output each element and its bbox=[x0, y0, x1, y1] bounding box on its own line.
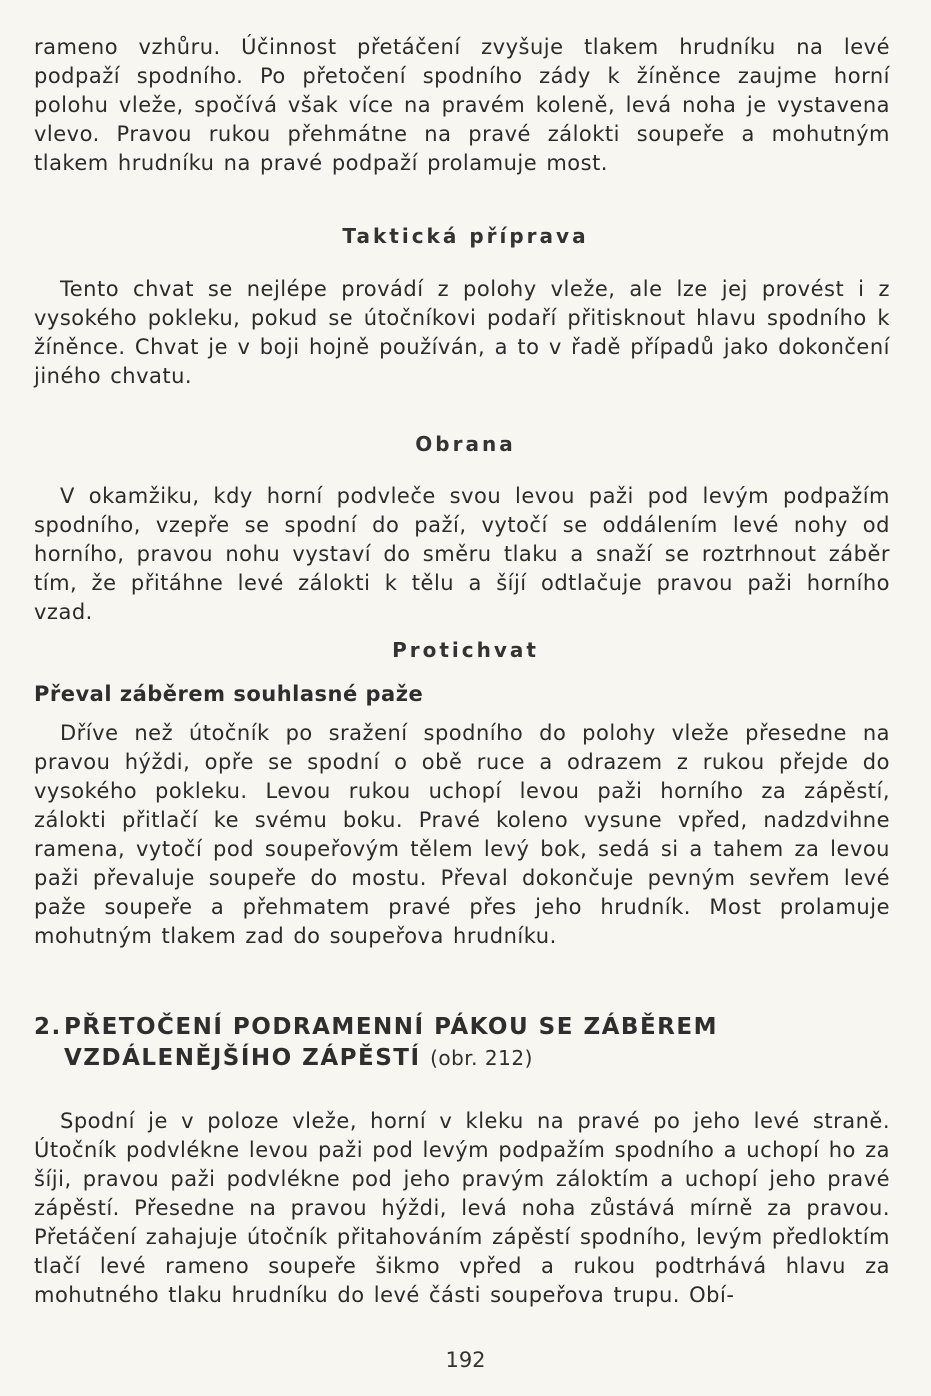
taktika-paragraph: Tento chvat se nejlépe provádí z polohy vleže, ale lze jej provést i z vysokého pokleku, pokud se útočníkovi podaří přitisknout hlavu spodního k žíněnce. Chvat je v boji hojně používán, a to v řadě případů jako dokončení jiného chvatu. bbox=[34, 277, 890, 388]
page-number: 192 bbox=[445, 1348, 486, 1372]
section-title-line-1 bbox=[34, 1012, 894, 1043]
section-2-title bbox=[34, 1012, 894, 1074]
heading-taktika: Taktická příprava bbox=[342, 224, 589, 248]
top-paragraph: rameno vzhůru. Účinnost přetáčení zvyšuje tlakem hrudníku na levé podpaží spodního. Po přetočení spodního zády k žíněnce zaujme horní polohu vleže, spočívá však více na pravém koleně, levá noha je vystavena vlevo. Pravou rukou přehmátne na pravé zálokti soupeře a mohutným tlakem hrudníku na pravé podpaží prolamuje most. bbox=[34, 35, 890, 175]
top-paragraph-block bbox=[34, 33, 890, 178]
section-title-text-1: PŘETOČENÍ PODRAMENNÍ PÁKOU SE ZÁBĚREM bbox=[64, 1014, 718, 1040]
obrana-block bbox=[34, 482, 890, 627]
heading-obrana: Obrana bbox=[415, 432, 516, 456]
section-title-line-2 bbox=[34, 1043, 894, 1074]
protichvat-block bbox=[34, 719, 890, 951]
section-2-block bbox=[34, 1107, 890, 1310]
subheading-preval: Převal záběrem souhlasné paže bbox=[34, 682, 424, 706]
section-2-paragraph: Spodní je v poloze vleže, horní v kleku na pravé po jeho levé straně. Útočník podvlékne levou paži pod levým podpažím spodního a uchopí ho za šíji, pravou paži podvlékne pod jeho pravým záloktím a uchopí jeho pravé zápěstí. Přesedne na pravou hýždi, levá noha zůstává mírně za pravou. Přetáčení zahajuje útočník přitahováním zápěstí spodního, levým předloktím tlačí levé rameno soupeře šikmo vpřed a rukou podtrhává hlavu za mohutného tlaku hrudníku do levé části soupeřova trupu. Obí- bbox=[34, 1109, 890, 1307]
protichvat-paragraph: Dříve než útočník po sražení spodního do polohy vleže přesedne na pravou hýždi, opře se spodní o obě ruce a odrazem z rukou přejde do vysokého pokleku. Levou rukou uchopí levou paži horního za zápěstí, zálokti přitlačí ke svému boku. Pravé koleno vysune vpřed, nadzdvihne ramena, vytočí pod soupeřovým tělem levý bok, sedá si a tahem za levou paži převaluje soupeře do mostu. Převal dokončuje pevným sevřem levé paže soupeře a přehmatem pravé přes jeho hrudník. Most prolamuje mohutným tlakem zad do soupeřova hrudníku. bbox=[34, 721, 890, 948]
figure-reference: (obr. 212) bbox=[430, 1046, 533, 1070]
heading-protichvat: Protichvat bbox=[392, 638, 539, 662]
taktika-block bbox=[34, 275, 890, 391]
obrana-paragraph: V okamžiku, kdy horní podvleče svou levou paži pod levým podpažím spodního, vzepře se spodní do paží, vytočí se oddálením levé nohy od horního, pravou nohu vystaví do směru tlaku a snaží se roztrhnout záběr tím, že přitáhne levé zálokti k tělu a šíjí odtlačuje pravou paži horního vzad. bbox=[34, 484, 890, 624]
section-number: 2. bbox=[34, 1014, 62, 1040]
section-title-text-2: VZDÁLENĚJŠÍHO ZÁPĚSTÍ bbox=[64, 1045, 421, 1071]
